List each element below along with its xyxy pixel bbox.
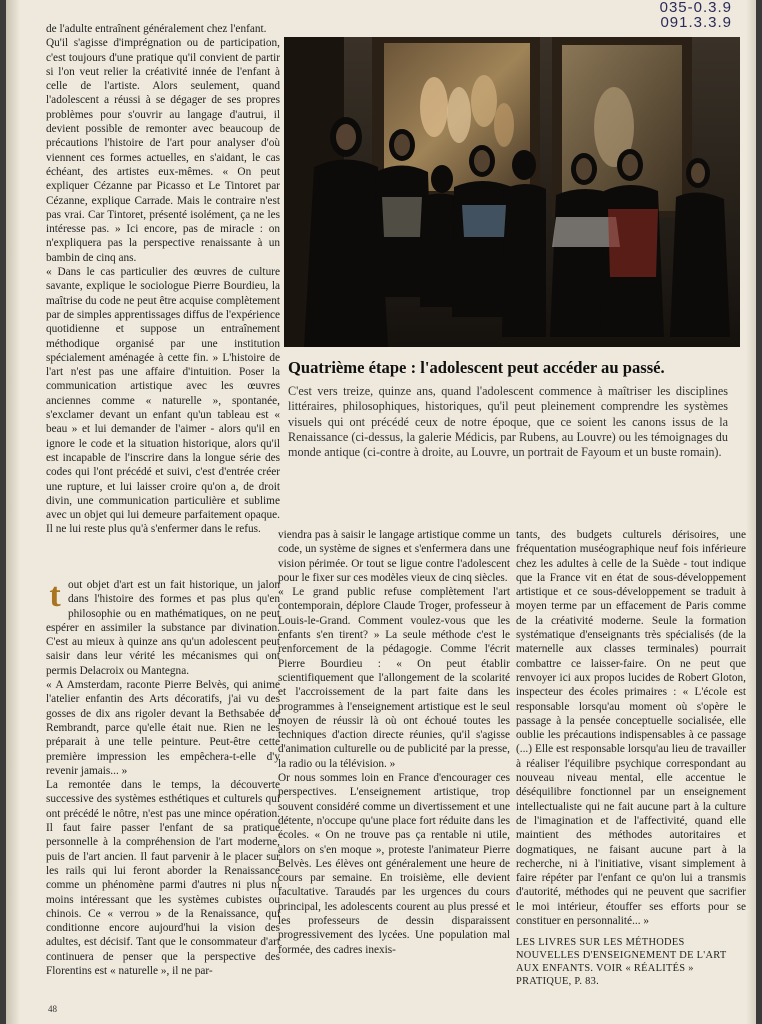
photo-caption: C'est vers treize, quinze ans, quand l'adolescent commence à maîtriser les disciplines littéraires, philosophiques, historiques, qu'il peut pleinement comprendre les systèmes visuels qui ont précédé ceux de notre époque, que ce soient les canons issus de la Renaissance (ci-dessus, la galerie Médicis, par Rubens, au Louvre) ou les témoignages du monde antique (ci-contre à droite, au Louvre, un portrait de Fayoum et un buste romain). [288,384,728,460]
page-gutter [6,0,20,1024]
photo-illustration [284,37,740,347]
books-reference-note: LES LIVRES SUR LES MÉTHODES NOUVELLES D'ENSEIGNEMENT DE L'ART AUX ENFANTS. VOIR « RÉALITÉS » PRATIQUE, P. 83. [516,937,727,987]
paragraph: « Dans le cas particulier des œuvres de culture savante, explique le sociologue Pierre Bourdieu, la maîtrise du code ne peut être acquise complètement par de simples apprentissages diffus de l'expérience quotidienne et suppose un entraînement méthodique organisé par une institution spécialement aménagée à cette fin. » L'histoire de l'art n'est pas une affaire d'intuition. Poser la communication artistique avec les œuvres anciennes comme « naturelle », spontanée, s'exclamer devant un enfant qu'un tableau est « beau » et lui demander de l'aimer - alors qu'il en ignore le code et la situation historique, alors qu'il est incapable de l'inscrire dans la longue série des codes qui l'ont précédé et suivi, c'est d'entrée créer une rupture, et lui laisser croire qu'on a, de droit divin, une communication particulière et sublime avec un objet qui lui demeure parfaitement opaque. Il ne lui reste plus qu'à s'enfermer dans le refus. [46,266,280,536]
paragraph: tants, des budgets culturels dérisoires, une fréquentation muséographique neuf fois inférieure chez les adultes à celle de la Suède - tout indique que la France vit en état de sous-développement artistique et ce sous-développement se traduit à moyen terme par un effacement de Paris comme de la créativité moderne. Seule la formation systématique d'enseignants très spécialisés (de la maternelle aux classes terminales) pourrait combattre ce laisser-faire. On ne peut que renvoyer ici aux propos lucides de Robert Gloton, inspecteur des écoles primaires : « L'école est responsable lorsqu'au moment où s'opère le passage à la pensée conceptuelle socialisée, elle oublie les précautions indispensables à ce passage (...) Elle est responsable lorsqu'au lieu de travailler à réaliser l'équilibre psychique correspondant au nouveau niveau mental, elle accentue le déséquilibre fonctionnel par un enseignement intellectualiste qui ne fait aucune part à la culture de l'imagination et de l'affectivité, quand elle maintient des méthodes autoritaires et dogmatiques, ne faisant aucune part à la recherche, ni à l'initiative, visant simplement à faire répéter par l'enfant ce qu'on lui a transmis d'autorité, méthodes qui ne peuvent que sacrifier le moi intérieur, étouffer ses efforts pour se constituer en personnalité... » [516,529,746,928]
paragraph: viendra pas à saisir le langage artistique comme un code, un système de signes et s'enfermera dans une vision périmée. Or tout se ligue contre l'adolescent pour le fixer sur ces modèles vieux de cinq siècles. [278,529,510,584]
archive-stamp-line: 091.3.3.9 [660,14,732,31]
caption-title: Quatrième étape : l'adolescent peut accéder au passé. [288,358,665,377]
paragraph: de l'adulte entraînent généralement chez l'enfant. [46,23,267,35]
gallery-photo [284,37,740,347]
text-column-3 [516,528,746,928]
text-column-2 [278,528,510,957]
archive-stamp-line: 035-0.3.9 [659,0,732,16]
paragraph: out objet d'art est un fait historique, un jalon dans l'histoire des formes et pas plus qu'en philosophie ou en mathématiques, on ne peut espérer en assimiler la substance par divination. C'est au mieux à quinze ans qu'un adolescent peut saisir dans leur vérité les mécanismes qui ont permis Delacroix ou Mantegna. [46,579,280,677]
paragraph: « Le grand public refuse complètement l'art contemporain, déplore Claude Troger, professeur à Louis-le-Grand. Comment voulez-vous que les enfants s'en tirent? » La seule méthode c'est le renforcement de la pédagogie. Comme l'écrit Pierre Bourdieu : « On peut établir scientifiquement que l'allongement de la scolarité et l'accroissement de la part faite dans les programmes à l'enseignement artistique est le seul moyen de réussir là où ont échoué toutes les techniques d'action directe réunies, qu'il s'agisse d'animation culturelle ou de publicité par la presse, la radio ou la télévision. » [278,586,510,770]
archive-stamp [660,0,732,30]
page-edge [746,0,756,1024]
drop-cap: t [49,577,61,614]
text-column-1-lower [46,578,280,978]
paragraph: Qu'il s'agisse d'imprégnation ou de participation, c'est toujours d'une pratique qu'il convient de partir si l'on veut relier la créativité innée de l'enfant à celle de l'artiste. Alors seulement, quand l'adolescent a réussi à se dégager de ses propres problèmes pour s'ouvrir au langage d'autrui, il devient possible de remonter avec beaucoup de précautions l'histoire de l'art pour analyser d'où viennent ces formes actuelles, en s'aidant, le cas échéant, des artistes eux-mêmes. « On peut expliquer Cézanne par Picasso et Le Tintoret par Cézanne, explique Carrade. Mais le contraire n'est pas vrai. Car Tintoret, présenté isolément, ça ne les intéresse pas. » Ici encore, pas de miracle : on n'expliquera pas la perspective renaissante à un bambin de cinq ans. [46,37,280,264]
text-column-1 [46,22,280,537]
paragraph: Or nous sommes loin en France d'encourager ces perspectives. L'enseignement artistique, trop souvent considéré comme un divertissement et une détente, n'occupe qu'une place fort réduite dans les écoles. « On ne trouve pas ça rentable ni utile, alors on s'en moque », proteste l'animateur Pierre Belvès. Les élèves ont généralement une heure de cours par semaine. En troisième, elle devient facultative. Taraudés par les urgences du cours principal, les adolescents courent au plus pressé et les professeurs de dessin disparaissent progressivement des lycées. Une population mal formée, des cadres inexis- [278,772,510,956]
paragraph: La remontée dans le temps, la découverte successive des systèmes esthétiques et culturels qui ont précédé le nôtre, n'est pas une mince opération. Il faut faire passer l'enfant de sa pratique personnelle à la compréhension de l'art moderne, puis de l'art ancien. Il faut parvenir à le placer sur les rails qui lui feront aborder la Renaissance comme un phénomène parmi d'autres ni plus ni moins intéressant que les systèmes cubistes ou chinois. Ce « verrou » de la Renaissance, qui conditionne encore aujourd'hui la vision des adultes, est décisif. Tant que le consommateur d'art continuera de penser que la perspective des Florentins est « naturelle », il ne par- [46,779,280,978]
page-number: 48 [48,1004,57,1014]
paragraph: « A Amsterdam, raconte Pierre Belvès, qui anime l'atelier enfantin des Arts décoratifs, j'ai vu des gosses de dix ans rigoler devant la Bethsabée de Rembrandt, parce qu'elle était nue. Rien ne les préparait à une telle peinture. Peut-être cette première impression les empêchera-t-elle d'y revenir jamais... » [46,679,280,777]
magazine-page [6,0,756,1024]
